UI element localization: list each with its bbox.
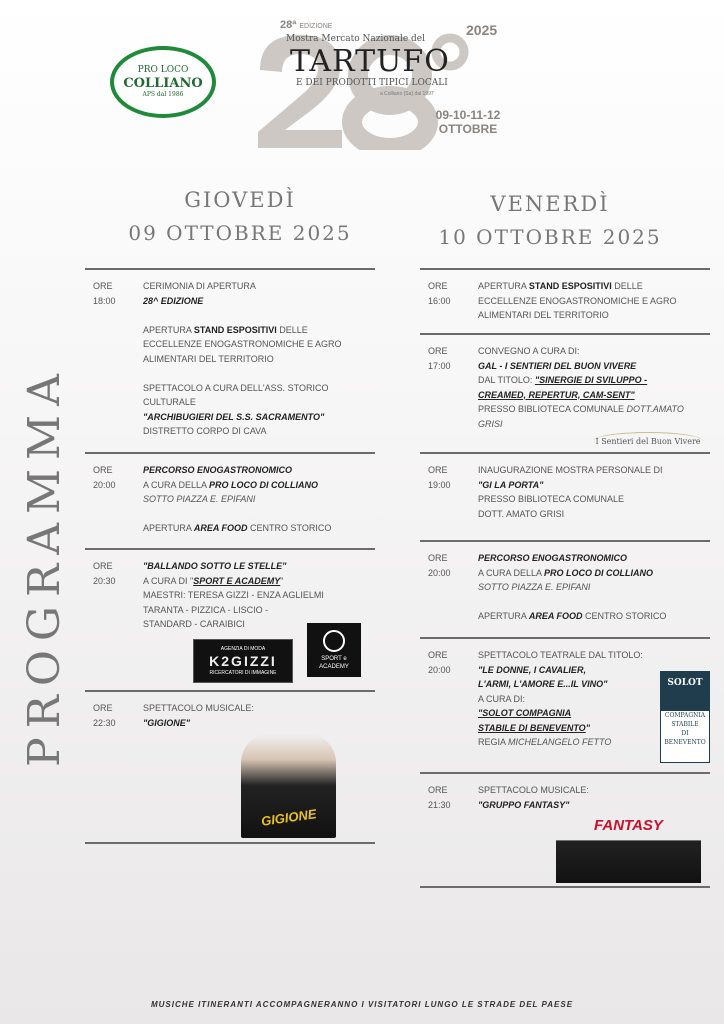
text-segment: ALIMENTARI DEL TERRITORIO xyxy=(143,353,274,364)
ore-label: ORE xyxy=(93,465,113,475)
text-line xyxy=(478,279,710,294)
event-time xyxy=(428,551,468,580)
divider xyxy=(85,452,375,454)
text-line xyxy=(143,574,375,589)
text-segment: SPETTACOLO MUSICALE: xyxy=(143,703,254,713)
event-description xyxy=(143,279,375,439)
divider xyxy=(420,772,710,774)
program-event xyxy=(93,463,375,548)
program-event xyxy=(428,648,710,772)
ore-label: ORE xyxy=(93,703,113,713)
since-text: a Colliano (Sa) dal 1997 xyxy=(380,91,434,97)
ore-label: ORE xyxy=(428,346,448,356)
edition xyxy=(280,18,332,34)
text-line xyxy=(478,648,710,663)
logo-text: FANTASY xyxy=(594,817,663,834)
photo-caption: GIGIONE xyxy=(259,806,318,829)
sa-circle-icon xyxy=(323,630,345,652)
text-segment: CENTRO STORICO xyxy=(582,611,667,621)
ore-label: ORE xyxy=(428,465,448,475)
text-line xyxy=(478,294,710,309)
day-heading-thursday xyxy=(100,188,380,245)
event-description xyxy=(478,783,710,812)
dates-month: OTTOBRE xyxy=(438,122,498,136)
text-line xyxy=(478,373,710,388)
logo-text: ACADEMY xyxy=(319,663,349,670)
text-line xyxy=(143,424,375,439)
text-line xyxy=(478,492,710,507)
text-line xyxy=(143,395,375,410)
event-description xyxy=(478,344,710,431)
logo-line: COLLIANO xyxy=(123,76,203,91)
text-segment: APERTURA xyxy=(478,611,529,621)
program-event xyxy=(428,783,710,886)
time-value: 20:00 xyxy=(93,479,116,490)
time-value: 21:30 xyxy=(428,799,451,810)
text-line xyxy=(478,798,710,813)
text-line xyxy=(478,417,710,432)
logo-text: SOLOT xyxy=(661,672,709,711)
text-segment: "GI LA PORTA" xyxy=(478,479,544,490)
text-segment: "BALLANDO SOTTO LE STELLE" xyxy=(143,561,287,571)
text-segment: " xyxy=(585,722,590,733)
text-segment: A CURA DELLA xyxy=(478,567,545,578)
event-time xyxy=(93,701,133,730)
event-time xyxy=(93,463,133,492)
footer-note: MUSICHE ITINERANTI ACCOMPAGNERANNO I VISITATORI LUNGO LE STRADE DEL PAESE xyxy=(150,1000,574,1009)
ore-label: ORE xyxy=(93,561,113,571)
text-segment: CENTRO STORICO xyxy=(247,523,332,533)
logo-text: AGENZIA DI MODA xyxy=(220,645,266,652)
text-segment: "GRUPPO FANTASY" xyxy=(478,799,570,810)
event-description xyxy=(143,463,375,536)
text-line xyxy=(143,463,375,478)
text-segment: PRESSO BIBLIOTECA COMUNALE xyxy=(478,494,625,504)
text-line xyxy=(143,381,375,396)
text-line xyxy=(143,478,375,493)
text-line xyxy=(143,492,375,507)
divider xyxy=(85,690,375,692)
text-segment: 28^ EDIZIONE xyxy=(143,295,204,306)
text-segment: DOTT. AMATO GRISI xyxy=(478,508,565,519)
divider xyxy=(420,540,710,542)
time-value: 16:00 xyxy=(428,295,451,306)
text-segment: SPETTACOLO TEATRALE DAL TITOLO: xyxy=(478,650,643,660)
text-segment: STAND ESPOSITIVI xyxy=(193,324,277,335)
text-line xyxy=(478,388,710,403)
text-segment: REGIA xyxy=(478,737,509,747)
program-event xyxy=(428,344,710,452)
text-segment: DELLE xyxy=(276,324,308,335)
time-value: 17:00 xyxy=(428,360,451,371)
text-segment: INAUGURAZIONE MOSTRA PERSONALE DI xyxy=(478,465,663,475)
text-segment: AREA FOOD xyxy=(193,523,248,533)
text-segment: "SINERGIE DI SVILUPPO - xyxy=(534,375,648,385)
programma-vertical-title: PROGRAMMA xyxy=(19,365,70,767)
text-segment: STABILE DI BENEVENTO xyxy=(478,722,586,733)
time-value: 19:00 xyxy=(428,479,451,490)
divider xyxy=(420,886,710,888)
text-line xyxy=(478,783,710,798)
divider xyxy=(420,637,710,639)
solot-logo xyxy=(660,671,710,763)
divider xyxy=(85,842,375,844)
program-event xyxy=(93,279,375,452)
ore-label: ORE xyxy=(93,281,113,291)
text-segment: AREA FOOD xyxy=(528,611,583,621)
k2gizzi-logo xyxy=(193,639,293,683)
logo-line: PRO LOCO xyxy=(137,65,189,75)
program-event xyxy=(93,559,375,690)
pro-loco-colliano-logo xyxy=(110,46,216,118)
event-dates xyxy=(420,108,516,136)
program-event xyxy=(428,463,710,540)
event-description xyxy=(478,551,710,624)
text-line xyxy=(478,344,710,359)
event-time xyxy=(428,344,468,373)
text-segment: SPETTACOLO MUSICALE: xyxy=(478,785,589,795)
time-value: 22:30 xyxy=(93,717,116,728)
text-segment: SPORT E ACADEMY xyxy=(193,575,281,586)
text-line xyxy=(143,588,375,603)
weekday: GIOVEDÌ xyxy=(184,188,296,212)
text-line xyxy=(143,410,375,425)
text-segment: DISTRETTO CORPO DI CAVA xyxy=(143,426,267,436)
text-segment: GRISI xyxy=(478,418,503,429)
event-time xyxy=(93,559,133,588)
logo-line: APS dal 1986 xyxy=(142,91,184,98)
year: 2025 xyxy=(466,22,498,38)
text-line xyxy=(143,308,375,323)
text-segment: CULTURALE xyxy=(143,397,196,407)
gigione-photo xyxy=(241,733,336,838)
text-segment: SOTTO PIAZZA E. EPIFANI xyxy=(478,582,591,592)
text-line xyxy=(143,279,375,294)
text-segment: "GIGIONE" xyxy=(143,717,191,728)
text-segment: PERCORSO ENOGASTRONOMICO xyxy=(143,465,293,475)
logo-text: DI BENEVENTO xyxy=(664,730,706,746)
text-segment: CONVEGNO A CURA DI: xyxy=(478,346,580,356)
event-time xyxy=(428,648,468,677)
text-line xyxy=(143,559,375,574)
event-time xyxy=(428,279,468,308)
logo-text: K2GIZZI xyxy=(209,652,277,669)
logo-text: RICERCATORI DI IMMAGINE xyxy=(209,669,277,676)
text-segment: APERTURA xyxy=(143,523,194,533)
text-line xyxy=(143,521,375,536)
text-segment: MICHELANGELO FETTO xyxy=(508,737,612,747)
text-segment: APERTURA xyxy=(478,281,529,291)
edition-label: EDIZIONE xyxy=(299,23,333,30)
text-line xyxy=(143,323,375,338)
event-description xyxy=(478,463,710,521)
text-line xyxy=(143,366,375,381)
ore-label: ORE xyxy=(428,281,448,291)
text-segment: PRESSO BIBLIOTECA COMUNALE xyxy=(478,404,627,414)
text-segment: GAL - I SENTIERI DEL BUON VIVERE xyxy=(478,360,637,371)
text-line xyxy=(478,580,710,595)
program-event xyxy=(428,551,710,637)
ore-label: ORE xyxy=(428,553,448,563)
text-segment: CERIMONIA DI APERTURA xyxy=(143,281,256,291)
text-line xyxy=(143,716,375,731)
text-line xyxy=(478,402,710,417)
text-segment: ECCELLENZE ENOGASTRONOMICHE E AGRO xyxy=(143,339,342,349)
subtitle-bottom: E DEI PRODOTTI TIPICI LOCALI xyxy=(296,78,448,88)
divider xyxy=(85,548,375,550)
text-line xyxy=(478,463,710,478)
text-segment: " xyxy=(280,575,284,586)
text-line xyxy=(478,478,710,493)
text-segment: STANDARD - CARAIBICI xyxy=(143,619,245,629)
logo-text: COMPAGNIA xyxy=(664,712,706,719)
gal-logo: I Sentieri del Buon Vivere xyxy=(593,432,703,450)
text-segment: "LE DONNE, I CAVALIER, xyxy=(478,664,586,675)
logo-text: SPORT e xyxy=(321,655,347,662)
event-description xyxy=(143,701,375,730)
time-value: 20:00 xyxy=(428,567,451,578)
divider xyxy=(420,268,710,270)
event-time xyxy=(428,463,468,492)
program-event xyxy=(93,701,375,842)
text-line xyxy=(478,359,710,374)
event-time xyxy=(93,279,133,308)
text-segment: DOTT.AMATO xyxy=(626,404,684,414)
time-value: 18:00 xyxy=(93,295,116,306)
time-value: 20:30 xyxy=(93,575,116,586)
text-line xyxy=(478,551,710,566)
sport-academy-logo xyxy=(307,623,361,677)
date: 10 OTTOBRE 2025 xyxy=(438,225,662,249)
text-line xyxy=(143,603,375,618)
event-description xyxy=(143,559,375,632)
text-segment: ALIMENTARI DEL TERRITORIO xyxy=(478,310,609,320)
divider xyxy=(420,333,710,335)
text-segment: "SOLOT COMPAGNIA xyxy=(478,708,572,718)
text-line xyxy=(478,507,710,522)
text-segment: SPETTACOLO A CURA DELL'ASS. STORICO xyxy=(143,382,329,393)
text-segment: A CURA DELLA xyxy=(143,479,210,490)
text-segment: DELLE xyxy=(611,281,643,291)
text-line xyxy=(478,609,710,624)
text-line xyxy=(143,337,375,352)
text-segment: MAESTRI: TERESA GIZZI - ENZA AGLIELMI xyxy=(143,590,324,600)
text-segment: L'ARMI, L'AMORE E...IL VINO" xyxy=(478,679,608,689)
logo-text: STABILE xyxy=(671,721,699,728)
text-line xyxy=(478,308,710,323)
text-segment: "ARCHIBUGIERI DEL S.S. SACRAMENTO" xyxy=(143,411,325,422)
text-segment: TARANTA - PIZZICA - LISCIO - xyxy=(143,604,269,615)
subtitle-top: Mostra Mercato Nazionale del xyxy=(286,34,426,44)
program-event xyxy=(428,279,710,333)
text-segment: A CURA DI: xyxy=(478,693,526,704)
text-line xyxy=(143,352,375,367)
edition-number: 28ª xyxy=(280,19,297,31)
date: 09 OTTOBRE 2025 xyxy=(128,221,352,245)
ore-label: ORE xyxy=(428,650,448,660)
weekday: VENERDÌ xyxy=(490,192,610,216)
text-line xyxy=(478,566,710,581)
text-line xyxy=(143,701,375,716)
text-segment: A CURA DI " xyxy=(143,575,194,586)
text-segment: CREAMED, REPERTUR, CAM-SENT" xyxy=(478,389,635,400)
event-time xyxy=(428,783,468,812)
text-segment: APERTURA xyxy=(143,324,194,335)
time-value: 20:00 xyxy=(428,664,451,675)
text-segment: STAND ESPOSITIVI xyxy=(528,281,612,291)
day-heading-friday xyxy=(410,192,690,249)
text-segment: SOTTO PIAZZA E. EPIFANI xyxy=(143,494,256,504)
event-description xyxy=(478,279,710,323)
text-line xyxy=(478,595,710,610)
text-segment: PRO LOCO DI COLLIANO xyxy=(544,567,654,578)
text-segment: DAL TITOLO: xyxy=(478,375,535,385)
ore-label: ORE xyxy=(428,785,448,795)
gruppo-fantasy-photo xyxy=(556,817,701,883)
text-segment: ECCELLENZE ENOGASTRONOMICHE E AGRO xyxy=(478,295,677,306)
divider xyxy=(420,452,710,454)
text-line xyxy=(143,507,375,522)
event-title: TARTUFO xyxy=(290,44,450,79)
divider xyxy=(85,268,375,270)
dates-days: 09-10-11-12 xyxy=(435,108,501,122)
text-segment: PERCORSO ENOGASTRONOMICO xyxy=(478,553,628,563)
text-segment: PRO LOCO DI COLLIANO xyxy=(209,479,319,490)
text-line xyxy=(143,294,375,309)
